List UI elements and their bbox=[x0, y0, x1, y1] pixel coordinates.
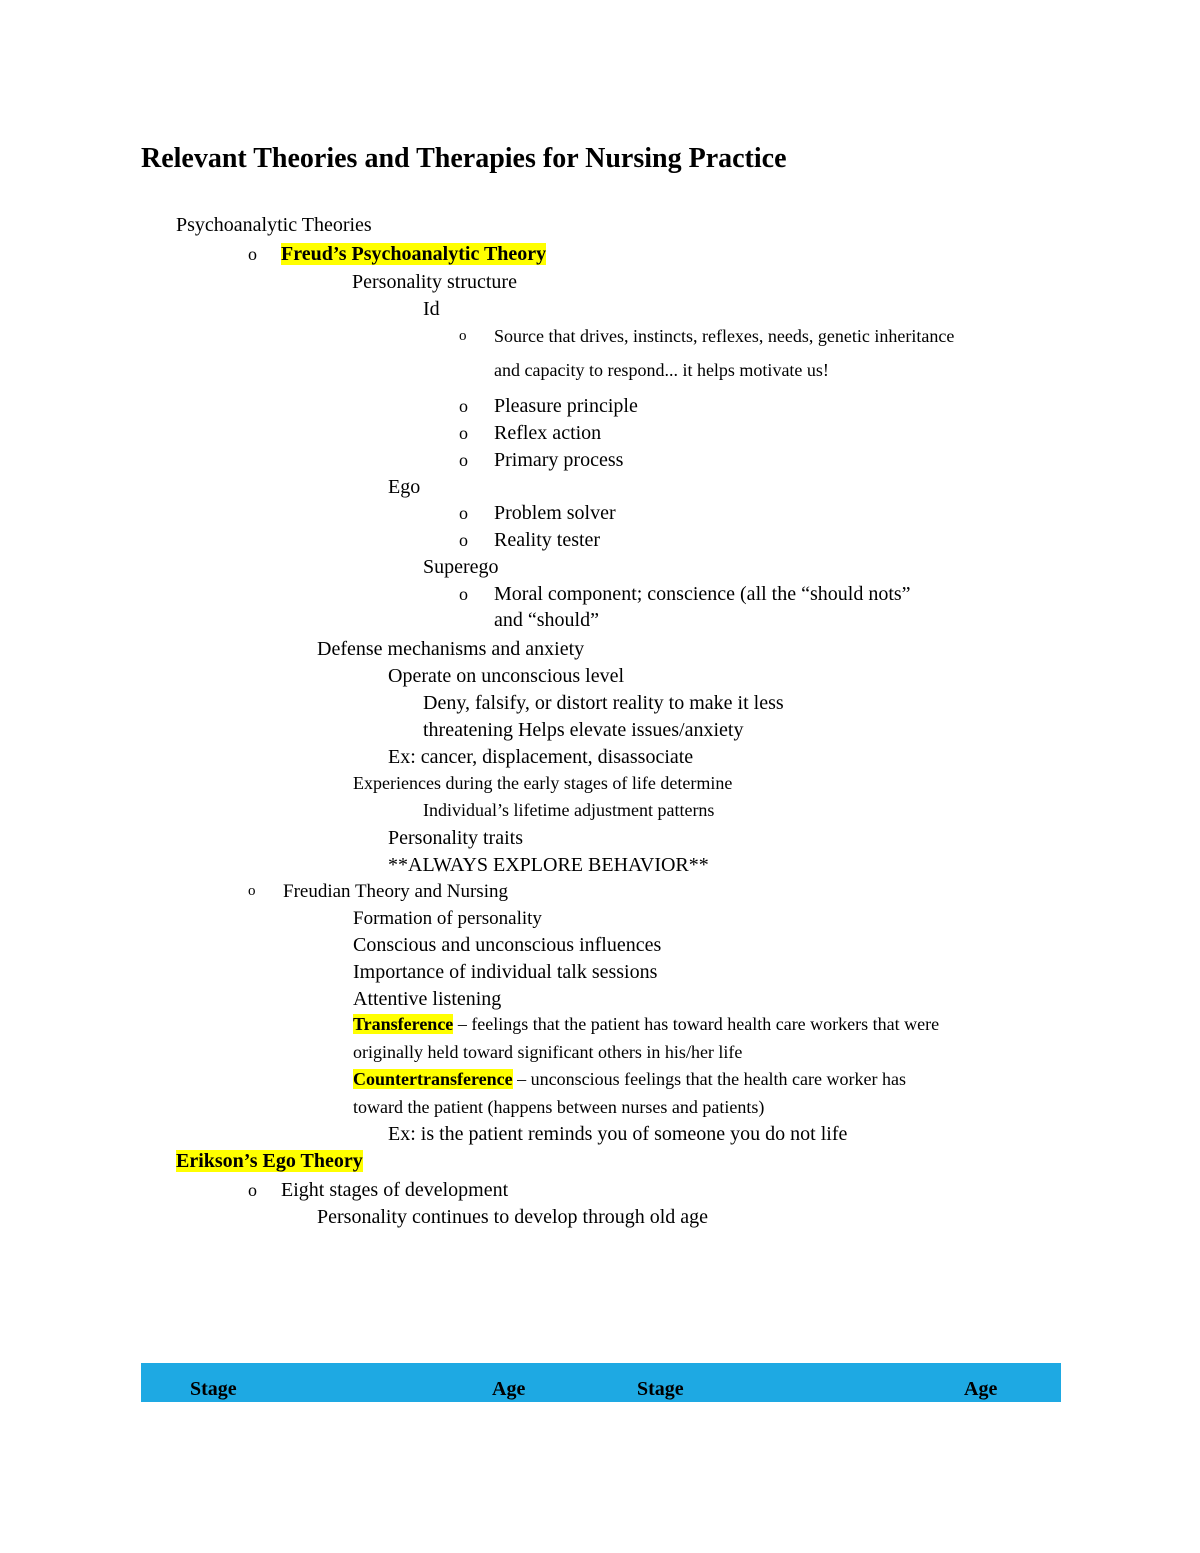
personality-continues: Personality continues to develop through old age bbox=[317, 1206, 709, 1228]
bullet-id-1: o bbox=[459, 328, 467, 344]
freud-theory-highlight: Freud’s Psychoanalytic Theory bbox=[281, 243, 547, 265]
bullet-ego-2: o bbox=[459, 530, 468, 550]
individual-talk: Importance of individual talk sessions bbox=[353, 961, 658, 983]
eight-stages: Eight stages of development bbox=[281, 1179, 509, 1201]
conscious-influences: Conscious and unconscious influences bbox=[353, 934, 662, 956]
page-title: Relevant Theories and Therapies for Nursing Practice bbox=[141, 143, 787, 174]
table-header-age-2: Age bbox=[964, 1378, 998, 1400]
psychoanalytic-theories-heading: Psychoanalytic Theories bbox=[176, 214, 372, 236]
id-item-pleasure: Pleasure principle bbox=[494, 395, 638, 417]
bullet-id-3: o bbox=[459, 423, 468, 443]
transference-line-2: originally held toward significant others in his/her life bbox=[353, 1042, 743, 1062]
countertransference-line-2: toward the patient (happens between nurses and patients) bbox=[353, 1097, 765, 1117]
experiences-line: Experiences during the early stages of life determine bbox=[353, 773, 733, 793]
ego-item-problem: Problem solver bbox=[494, 502, 616, 524]
lifetime-line: Individual’s lifetime adjustment patterns bbox=[423, 800, 715, 820]
bullet-eight-stages: o bbox=[248, 1180, 257, 1200]
countertransference-def: – unconscious feelings that the health care worker has bbox=[512, 1069, 906, 1089]
superego-item-should: and “should” bbox=[494, 609, 599, 631]
transference-line-1 bbox=[353, 1015, 939, 1033]
bullet-ego-1: o bbox=[459, 503, 468, 523]
formation-personality: Formation of personality bbox=[353, 908, 542, 929]
ex-cancer: Ex: cancer, displacement, disassociate bbox=[388, 746, 694, 768]
id-item-source: Source that drives, instincts, reflexes, needs, genetic inheritance bbox=[494, 326, 955, 346]
deny-line-2: threatening Helps elevate issues/anxiety bbox=[423, 719, 744, 741]
bullet-freud: o bbox=[248, 244, 257, 264]
ego-item-reality: Reality tester bbox=[494, 529, 601, 551]
id-item-reflex: Reflex action bbox=[494, 422, 602, 444]
ex-patient: Ex: is the patient reminds you of someone you do not life bbox=[388, 1123, 848, 1145]
id-item-primary: Primary process bbox=[494, 449, 624, 471]
always-explore: **ALWAYS EXPLORE BEHAVIOR** bbox=[388, 854, 709, 876]
erikson-heading bbox=[176, 1151, 363, 1171]
stages-table-header bbox=[141, 1363, 1061, 1402]
table-header-age-1: Age bbox=[492, 1378, 526, 1400]
id-item-capacity: and capacity to respond... it helps motivate us! bbox=[494, 360, 829, 380]
table-header-stage-2: Stage bbox=[637, 1378, 684, 1400]
operate-unconscious: Operate on unconscious level bbox=[388, 665, 625, 687]
transference-term: Transference bbox=[353, 1014, 454, 1034]
bullet-id-2: o bbox=[459, 396, 468, 416]
countertransference-line-1 bbox=[353, 1070, 906, 1088]
freud-theory-heading bbox=[281, 244, 546, 264]
bullet-freudian-nursing: o bbox=[248, 883, 256, 899]
personality-structure: Personality structure bbox=[352, 271, 517, 293]
deny-line-1: Deny, falsify, or distort reality to make it less bbox=[423, 692, 784, 714]
countertransference-term: Countertransference bbox=[353, 1069, 513, 1089]
transference-def: – feelings that the patient has toward health care workers that were bbox=[453, 1014, 940, 1034]
personality-traits: Personality traits bbox=[388, 827, 523, 849]
freudian-nursing-heading: Freudian Theory and Nursing bbox=[283, 881, 508, 902]
attentive-listening: Attentive listening bbox=[353, 988, 502, 1010]
superego-item-moral: Moral component; conscience (all the “should nots” bbox=[494, 583, 911, 605]
table-header-stage-1: Stage bbox=[190, 1378, 237, 1400]
bullet-superego: o bbox=[459, 584, 468, 604]
id-label: Id bbox=[423, 298, 440, 320]
defense-mechanisms: Defense mechanisms and anxiety bbox=[317, 638, 585, 660]
bullet-id-4: o bbox=[459, 450, 468, 470]
superego-label: Superego bbox=[423, 556, 499, 578]
ego-label: Ego bbox=[388, 476, 421, 498]
erikson-highlight: Erikson’s Ego Theory bbox=[176, 1150, 363, 1172]
